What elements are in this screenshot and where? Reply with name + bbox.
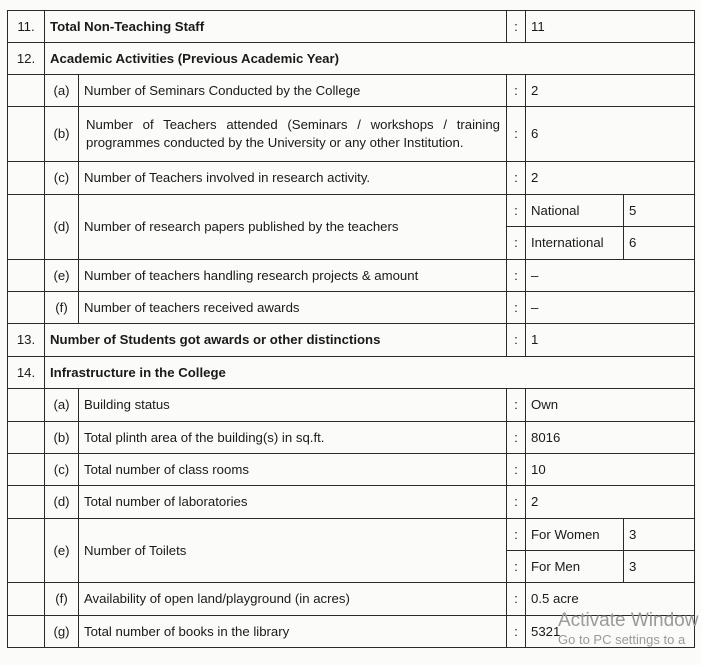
colon-separator: : <box>507 486 526 519</box>
table-row <box>8 422 695 454</box>
table-row <box>8 260 695 292</box>
watermark-subtitle: Go to PC settings to a <box>558 632 686 647</box>
row-label: Building status <box>79 389 507 422</box>
colon-separator: : <box>507 454 526 486</box>
colon-separator: : <box>507 389 526 422</box>
colon-separator: : <box>507 162 526 195</box>
colon-separator: : <box>507 616 526 648</box>
row-letter: (e) <box>45 260 79 292</box>
colon-separator: : <box>507 11 526 43</box>
row-letter: (f) <box>45 292 79 324</box>
row-letter: (b) <box>45 422 79 454</box>
colon-separator: : <box>507 292 526 324</box>
colon-separator: : <box>507 260 526 292</box>
college-details-table <box>7 10 695 648</box>
colon-separator: : <box>507 422 526 454</box>
row-value: 11 <box>526 11 695 43</box>
row-letter: (f) <box>45 583 79 616</box>
row-letter: (e) <box>45 519 79 583</box>
row-label: Number of Teachers involved in research activity. <box>79 162 507 195</box>
colon-separator: : <box>507 75 526 107</box>
table-row <box>8 324 695 357</box>
row-label: Number of teachers handling research projects & amount <box>79 260 507 292</box>
row-value: 10 <box>526 454 695 486</box>
row-letter: (b) <box>45 107 79 162</box>
sub-value: 3 <box>624 519 695 551</box>
colon-separator: : <box>507 195 526 227</box>
sub-label: National <box>526 195 624 227</box>
row-value: 0.5 acre <box>526 583 695 616</box>
row-value: 5321 <box>526 616 695 648</box>
row-letter: (a) <box>45 75 79 107</box>
table-row <box>8 454 695 486</box>
row-letter: (g) <box>45 616 79 648</box>
row-value: 2 <box>526 162 695 195</box>
sub-label: For Women <box>526 519 624 551</box>
row-label: Number of teachers received awards <box>79 292 507 324</box>
table-row <box>8 11 695 43</box>
colon-separator: : <box>507 519 526 551</box>
row-label: Number of Teachers attended (Seminars / workshops / training programmes conducted by the University or any other Institution. <box>79 107 507 162</box>
row-label: Number of research papers published by the teachers <box>79 195 507 260</box>
row-label: Number of Toilets <box>79 519 507 583</box>
table-row <box>8 583 695 616</box>
document-table-wrapper <box>7 10 695 648</box>
table-row <box>8 616 695 648</box>
table-row <box>8 75 695 107</box>
row-letter: (c) <box>45 454 79 486</box>
table-row <box>8 389 695 422</box>
sub-label: For Men <box>526 551 624 583</box>
table-row <box>8 195 695 227</box>
row-label: Number of Seminars Conducted by the College <box>79 75 507 107</box>
row-value: Own <box>526 389 695 422</box>
row-label: Total Non-Teaching Staff <box>45 11 507 43</box>
table-row <box>8 162 695 195</box>
row-value: 6 <box>526 107 695 162</box>
table-row <box>8 292 695 324</box>
colon-separator: : <box>507 583 526 616</box>
watermark-title: Activate Window <box>558 610 699 631</box>
colon-separator: : <box>507 107 526 162</box>
table-row <box>8 107 695 162</box>
row-label: Total number of class rooms <box>79 454 507 486</box>
row-label: Total number of books in the library <box>79 616 507 648</box>
row-label: Total plinth area of the building(s) in sq.ft. <box>79 422 507 454</box>
row-number: 12. <box>8 43 45 75</box>
row-value: – <box>526 260 695 292</box>
row-label: Number of Students got awards or other distinctions <box>45 324 507 357</box>
row-number: 14. <box>8 357 45 389</box>
table-row <box>8 519 695 551</box>
section-heading: Infrastructure in the College <box>45 357 695 389</box>
row-letter: (d) <box>45 486 79 519</box>
sub-value: 5 <box>624 195 695 227</box>
row-label: Total number of laboratories <box>79 486 507 519</box>
row-label: Availability of open land/playground (in acres) <box>79 583 507 616</box>
colon-separator: : <box>507 324 526 357</box>
row-number: 13. <box>8 324 45 357</box>
sub-label: International <box>526 227 624 260</box>
colon-separator: : <box>507 227 526 260</box>
row-letter: (c) <box>45 162 79 195</box>
sub-value: 6 <box>624 227 695 260</box>
row-value: 1 <box>526 324 695 357</box>
sub-value: 3 <box>624 551 695 583</box>
table-row <box>8 486 695 519</box>
row-letter: (d) <box>45 195 79 260</box>
section-heading: Academic Activities (Previous Academic Year) <box>45 43 695 75</box>
row-value: 8016 <box>526 422 695 454</box>
table-row <box>8 43 695 75</box>
table-row <box>8 357 695 389</box>
row-value: 2 <box>526 486 695 519</box>
row-number: 11. <box>8 11 45 43</box>
row-value: 2 <box>526 75 695 107</box>
row-value: – <box>526 292 695 324</box>
row-letter: (a) <box>45 389 79 422</box>
colon-separator: : <box>507 551 526 583</box>
